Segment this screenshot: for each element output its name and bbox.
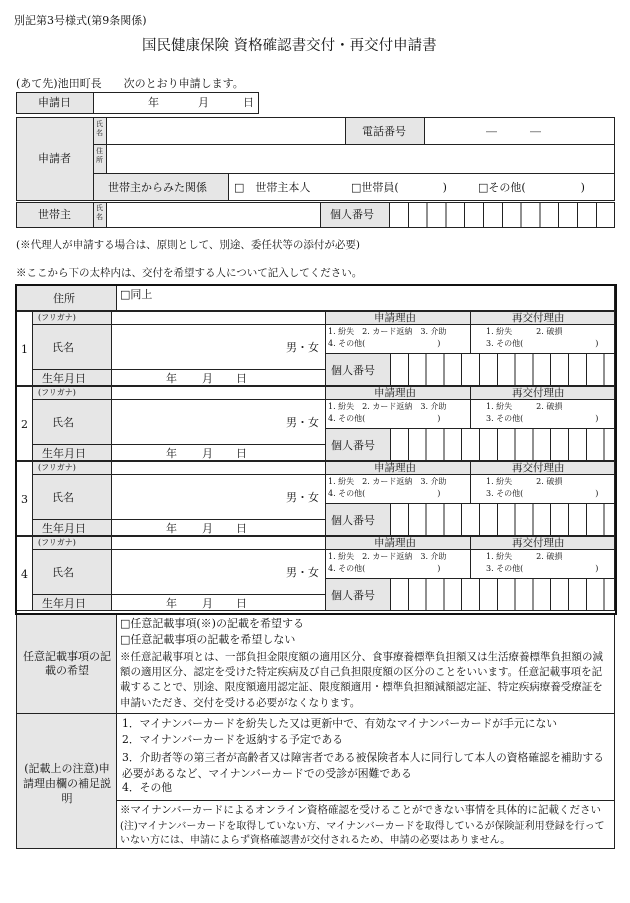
person-personal-number-field[interactable] xyxy=(390,428,615,461)
request-address-label: 住所 xyxy=(53,292,75,305)
birth-month-label: 月 xyxy=(202,597,213,610)
person-block xyxy=(16,536,615,611)
birth-day-label: 日 xyxy=(236,447,247,460)
apply-reason-options-2[interactable]: 4. その他( ) xyxy=(328,414,441,423)
apply-reason-options-2[interactable]: 4. その他( ) xyxy=(328,489,441,498)
apply-reason-options-2[interactable]: 4. その他( ) xyxy=(328,339,441,348)
apply-reason-options-1[interactable]: 1. 紛失 2. カード返納 3. 介助 xyxy=(328,552,447,561)
person-personal-number-field[interactable] xyxy=(390,578,615,611)
applicant-name-field[interactable] xyxy=(106,117,346,145)
person-personal-number-label: 個人番号 xyxy=(331,364,375,377)
householder-personal-number-label: 個人番号 xyxy=(330,208,374,221)
notice-other-note: ※マイナンバーカードによるオンライン資格確認を受けることができない事情を具体的に記載ください xyxy=(120,804,602,816)
person-block xyxy=(16,386,615,461)
reissue-reason-options-2[interactable]: 3. その他( ) xyxy=(486,414,599,423)
birth-day-label: 日 xyxy=(236,522,247,535)
notice-item-4: 4．その他 xyxy=(122,781,173,794)
birthdate-field[interactable] xyxy=(111,519,326,536)
householder-name-field[interactable] xyxy=(106,202,321,228)
furigana-label: (フリガナ) xyxy=(38,388,76,397)
applicant-label: 申請者 xyxy=(38,152,71,165)
person-block xyxy=(16,461,615,536)
apply-reason-header: 申請理由 xyxy=(374,462,416,474)
notice-item-1: 1．マイナンバーカードを紛失した又は更新中で、有効なマイナンバーカードが手元にない xyxy=(122,717,558,730)
birth-year-label: 年 xyxy=(166,522,177,535)
person-name-label: 氏名 xyxy=(52,341,74,354)
relation-member-checkbox[interactable]: □世帯員( ) xyxy=(351,181,447,194)
person-personal-number-label: 個人番号 xyxy=(331,589,375,602)
birthdate-label: 生年月日 xyxy=(42,372,86,385)
notice-item-3: 3．介助者等の第三者が高齢者又は障害者である被保険者本人に同行して本人の資格確認を補助する必要があるなど、マイナンバーカードでの受診が困難である xyxy=(122,751,604,780)
person-personal-number-field[interactable] xyxy=(390,503,615,536)
furigana-field[interactable] xyxy=(111,311,326,325)
birthdate-field[interactable] xyxy=(111,369,326,386)
gender-selector[interactable]: 男・女 xyxy=(286,416,319,429)
furigana-field[interactable] xyxy=(111,386,326,400)
birthdate-field[interactable] xyxy=(111,594,326,611)
birthdate-label: 生年月日 xyxy=(42,447,86,460)
person-personal-number-field[interactable] xyxy=(390,353,615,386)
apply-reason-header: 申請理由 xyxy=(374,387,416,399)
apply-reason-header: 申請理由 xyxy=(374,312,416,324)
reissue-reason-header: 再交付理由 xyxy=(512,462,565,474)
gender-selector[interactable]: 男・女 xyxy=(286,566,319,579)
furigana-label: (フリガナ) xyxy=(38,463,76,472)
optional-no-checkbox[interactable]: □任意記載事項の記載を希望しない xyxy=(120,633,296,646)
date-month-label: 月 xyxy=(198,96,209,109)
apply-reason-options-1[interactable]: 1. 紛失 2. カード返納 3. 介助 xyxy=(328,402,447,411)
person-personal-number-label: 個人番号 xyxy=(331,439,375,452)
person-block xyxy=(16,311,615,386)
reissue-reason-options-1[interactable]: 1. 紛失 2. 破損 xyxy=(486,327,563,336)
form-number: 別記第3号様式(第9条関係) xyxy=(14,14,147,27)
apply-reason-options-1[interactable]: 1. 紛失 2. カード返納 3. 介助 xyxy=(328,477,447,486)
reissue-reason-options-2[interactable]: 3. その他( ) xyxy=(486,564,599,573)
notice-section xyxy=(16,713,615,849)
addressee-line: (あて先)池田町長 次のとおり申請します。 xyxy=(16,77,244,90)
birth-year-label: 年 xyxy=(166,447,177,460)
birth-month-label: 月 xyxy=(202,522,213,535)
notice-footnote: (注)マイナンバーカードを取得していない方、マイナンバーカードを取得しているが保険証利用登録を行っていない方には、申請によらず資格確認書が交付されるため、申請の必要はありません。 xyxy=(120,821,605,846)
householder-name-label: 氏 名 xyxy=(96,204,103,221)
relation-other-checkbox[interactable]: □その他( ) xyxy=(478,181,585,194)
birth-year-label: 年 xyxy=(166,372,177,385)
householder-personal-number-field[interactable] xyxy=(389,202,615,228)
birthdate-field[interactable] xyxy=(111,444,326,461)
optional-explanation: ※任意記載事項とは、一部負担金限度額の適用区分、食事療養標準負担額又は生活療養標準負担額の減額の適用区分、認定を受けた特定疾病及び自己負担限度額の区分のことをいいます。任意記載事項を記載することで、別途、限度額適用認定証、限度額適用・標準負担額減額認定証、特定疾病療養受療証を申請いただき、交付を受ける必要がなくなります。 xyxy=(120,651,603,709)
reissue-reason-options-2[interactable]: 3. その他( ) xyxy=(486,339,599,348)
person-index: 1 xyxy=(21,342,28,356)
birth-year-label: 年 xyxy=(166,597,177,610)
box-note: ※ここから下の太枠内は、交付を希望する人について記入してください。 xyxy=(16,267,363,279)
date-day-label: 日 xyxy=(243,96,254,109)
address-label: 住 所 xyxy=(96,147,103,164)
person-personal-number-label: 個人番号 xyxy=(331,514,375,527)
reissue-reason-options-1[interactable]: 1. 紛失 2. 破損 xyxy=(486,477,563,486)
person-index: 3 xyxy=(21,492,28,506)
birthdate-label: 生年月日 xyxy=(42,522,86,535)
person-name-label: 氏名 xyxy=(52,491,74,504)
request-address-field[interactable] xyxy=(116,285,615,311)
optional-yes-checkbox[interactable]: □任意記載事項(※)の記載を希望する xyxy=(120,617,304,630)
applicant-address-field[interactable] xyxy=(106,144,615,174)
phone-placeholder: ― ― xyxy=(486,125,541,138)
reissue-reason-options-1[interactable]: 1. 紛失 2. 破損 xyxy=(486,402,563,411)
reissue-reason-header: 再交付理由 xyxy=(512,387,565,399)
date-year-label: 年 xyxy=(148,96,159,109)
person-index: 2 xyxy=(21,417,28,431)
applicant-table xyxy=(16,92,615,228)
reissue-reason-header: 再交付理由 xyxy=(512,312,565,324)
apply-reason-header: 申請理由 xyxy=(374,537,416,549)
relation-householder-checkbox[interactable]: □ 世帯主本人 xyxy=(234,181,311,194)
apply-reason-options-1[interactable]: 1. 紛失 2. カード返納 3. 介助 xyxy=(328,327,447,336)
same-as-above-checkbox[interactable]: □同上 xyxy=(120,288,153,301)
notice-section-label: (記載上の注意)申請理由欄の補足説明 xyxy=(23,762,111,805)
furigana-label: (フリガナ) xyxy=(38,538,76,547)
application-date-field[interactable] xyxy=(93,92,259,114)
birth-month-label: 月 xyxy=(202,447,213,460)
application-date-label: 申請日 xyxy=(38,96,71,109)
person-name-label: 氏名 xyxy=(52,566,74,579)
birth-day-label: 日 xyxy=(236,372,247,385)
birth-month-label: 月 xyxy=(202,372,213,385)
furigana-field[interactable] xyxy=(111,536,326,550)
proxy-note: (※代理人が申請する場合は、原則として、別途、委任状等の添付が必要) xyxy=(16,239,360,251)
name-label: 氏 名 xyxy=(96,120,103,137)
person-index: 4 xyxy=(21,567,28,581)
optional-section xyxy=(16,614,615,714)
furigana-field[interactable] xyxy=(111,461,326,475)
reissue-reason-options-1[interactable]: 1. 紛失 2. 破損 xyxy=(486,552,563,561)
optional-section-label: 任意記載事項の記載の希望 xyxy=(23,650,111,677)
gender-selector[interactable]: 男・女 xyxy=(286,341,319,354)
reissue-reason-options-2[interactable]: 3. その他( ) xyxy=(486,489,599,498)
reissue-reason-header: 再交付理由 xyxy=(512,537,565,549)
notice-item-2: 2．マイナンバーカードを返納する予定である xyxy=(122,733,344,746)
page-title: 国民健康保険 資格確認書交付・再交付申請書 xyxy=(142,38,437,54)
furigana-label: (フリガナ) xyxy=(38,313,76,322)
householder-label: 世帯主 xyxy=(38,208,71,221)
birthdate-label: 生年月日 xyxy=(42,597,86,610)
relation-label: 世帯主からみた関係 xyxy=(108,181,207,194)
apply-reason-options-2[interactable]: 4. その他( ) xyxy=(328,564,441,573)
gender-selector[interactable]: 男・女 xyxy=(286,491,319,504)
person-name-label: 氏名 xyxy=(52,416,74,429)
birth-day-label: 日 xyxy=(236,597,247,610)
phone-label: 電話番号 xyxy=(362,125,406,138)
